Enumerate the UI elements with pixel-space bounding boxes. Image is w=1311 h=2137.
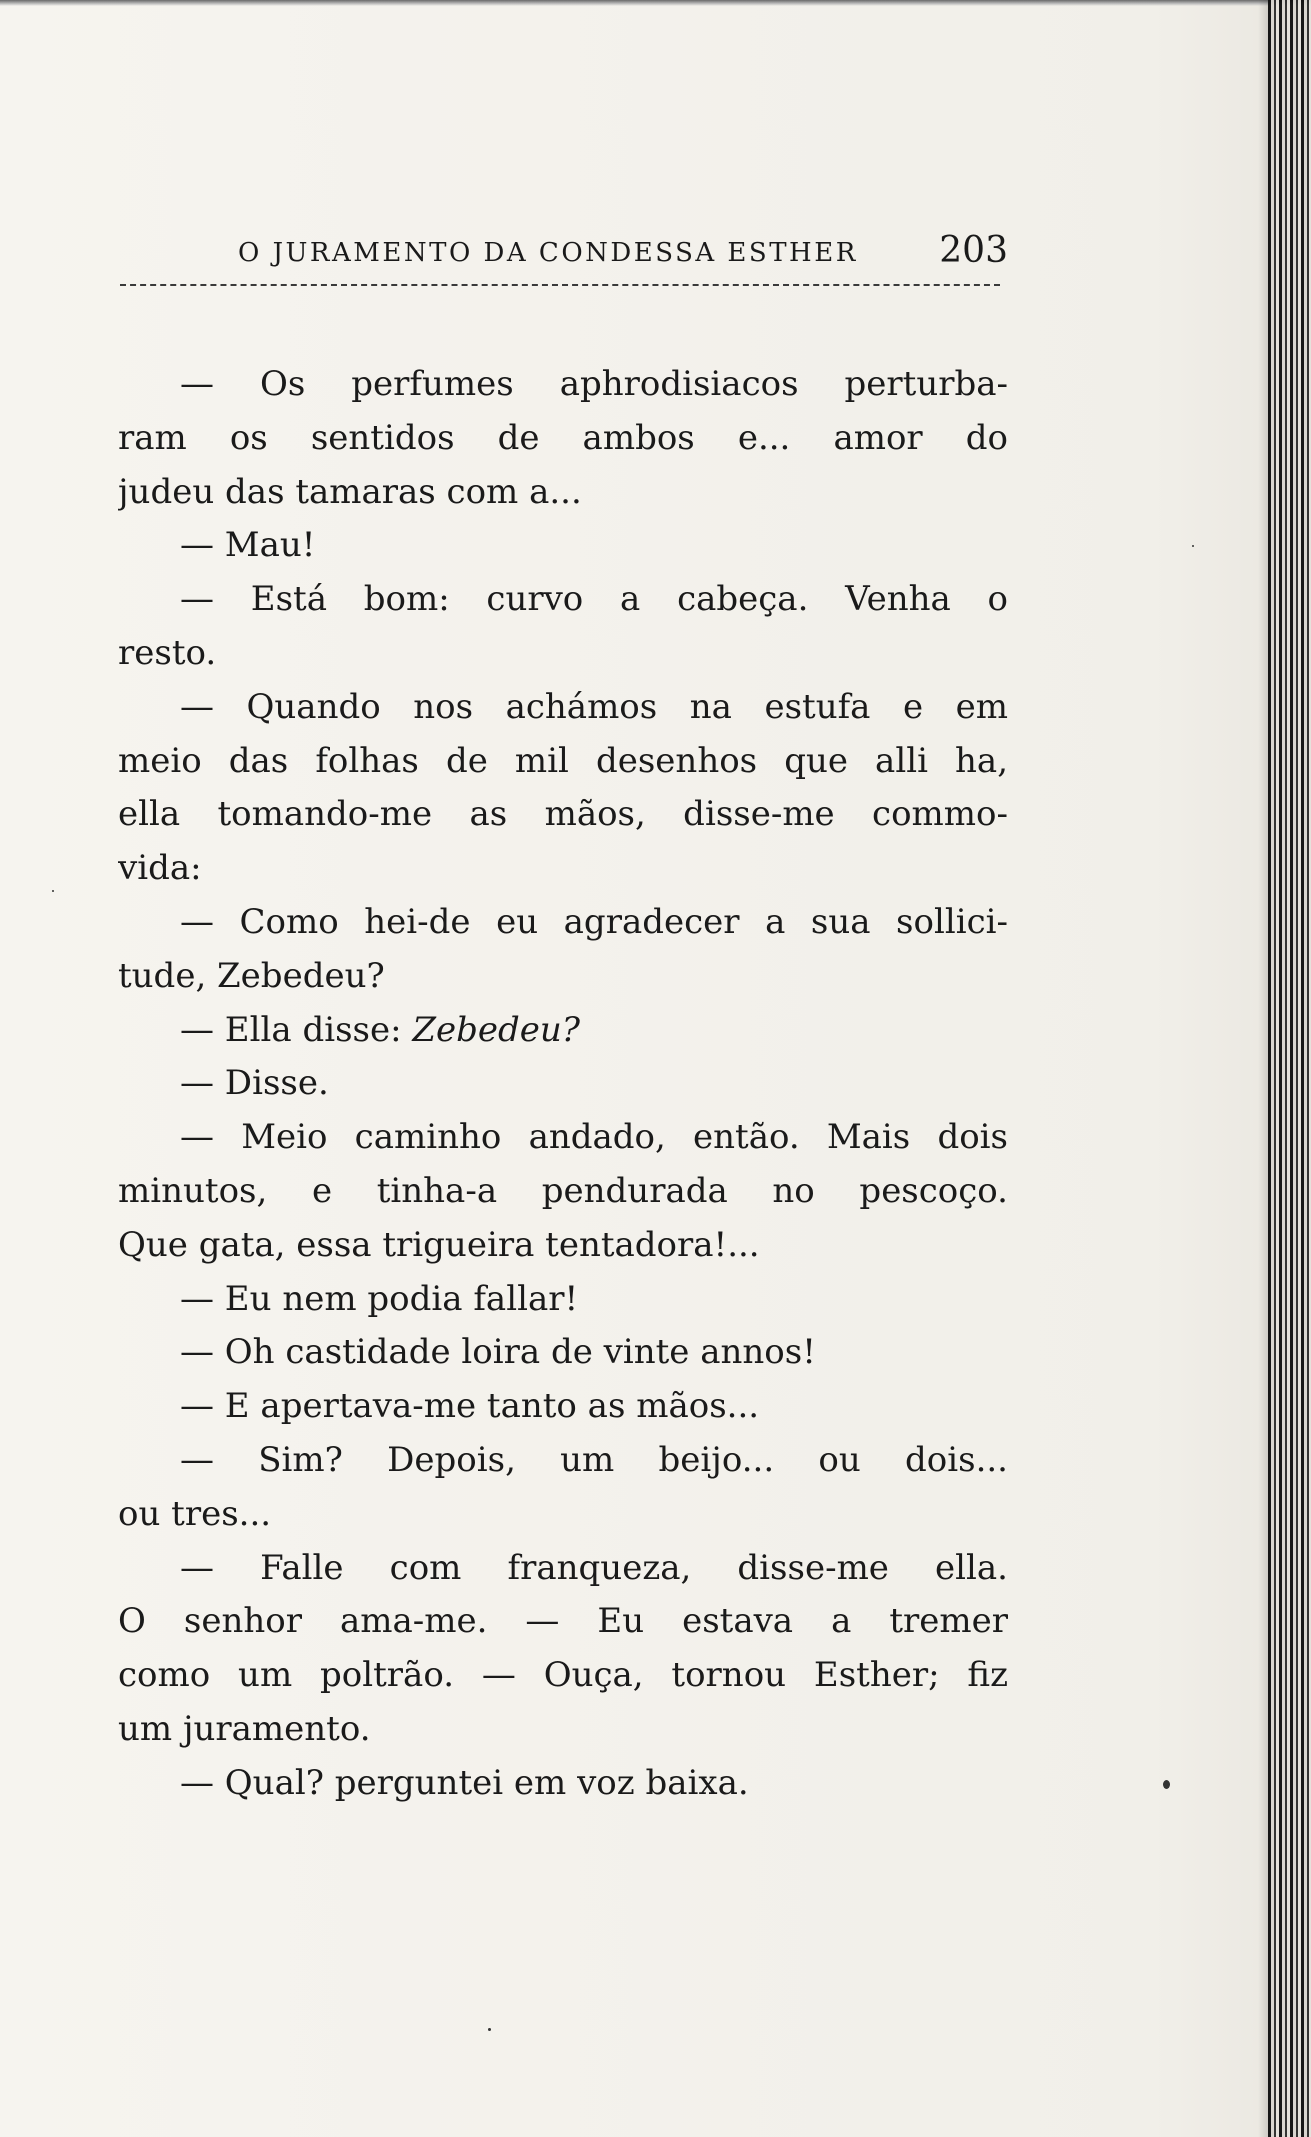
text-line: — Meio caminho andado, então. Mais dois <box>180 1117 1008 1158</box>
text-line: tude, Zebedeu? <box>118 955 385 996</box>
ink-speck <box>52 890 54 892</box>
text-line: — Os perfumes aphrodisiacos perturba- <box>180 364 1008 404</box>
text-line: ou tres... <box>118 1493 272 1534</box>
text-line: meio das folhas de mil desenhos que alli ha, <box>118 740 1008 781</box>
text-line: — Sim? Depois, um beijo... ou dois... <box>180 1439 1008 1480</box>
ink-speck <box>488 2028 491 2031</box>
body-text <box>118 358 1008 1811</box>
book-binding-edge <box>1268 0 1311 2137</box>
text-line: — Quando nos achámos na estufa e em <box>180 686 1008 727</box>
text-line: ella tomando-me as mãos, disse-me commo- <box>118 794 1008 835</box>
text-line: — Qual? perguntei em voz baixa. <box>180 1762 749 1803</box>
text-line: — Oh castidade loira de vinte annos! <box>180 1332 816 1373</box>
italic-text: Zebedeu? <box>412 1009 581 1050</box>
running-head <box>238 230 1008 280</box>
text-line: — Disse. <box>180 1063 329 1104</box>
ink-speck <box>1192 545 1194 547</box>
header-rule <box>120 284 1000 286</box>
text-line: judeu das tamaras com a... <box>118 471 582 512</box>
text-line: — E apertava-me tanto as mãos... <box>180 1386 760 1427</box>
page-number: 203 <box>939 230 1008 271</box>
running-title: O JURAMENTO DA CONDESSA ESTHER <box>238 238 858 268</box>
text-line: vida: <box>118 848 202 889</box>
text-line: minutos, e tinha-a pendurada no pescoço. <box>118 1170 1008 1211</box>
text-line: — Como hei-de eu agradecer a sua sollici- <box>180 901 1008 942</box>
text-span: — Ella disse: <box>180 1009 413 1050</box>
text-line: ram os sentidos de ambos e... amor do <box>118 417 1008 458</box>
text-line: como um poltrão. — Ouça, tornou Esther; fiz <box>118 1655 1008 1696</box>
text-line: resto. <box>118 632 217 673</box>
text-line: — Eu nem podia fallar! <box>180 1278 579 1319</box>
text-line <box>118 1004 1008 1058</box>
text-line: — Está bom: curvo a cabeça. Venha o <box>180 579 1008 620</box>
text-line: um juramento. <box>118 1708 371 1749</box>
page-top-edge <box>0 0 1311 6</box>
text-line: Que gata, essa trigueira tentadora!... <box>118 1224 760 1265</box>
ink-speck <box>1163 1780 1170 1789</box>
text-line: — Falle com franqueza, disse-me ella. <box>180 1547 1008 1588</box>
text-line: O senhor ama-me. — Eu estava a tremer <box>118 1601 1008 1642</box>
text-line: — Mau! <box>180 525 316 566</box>
